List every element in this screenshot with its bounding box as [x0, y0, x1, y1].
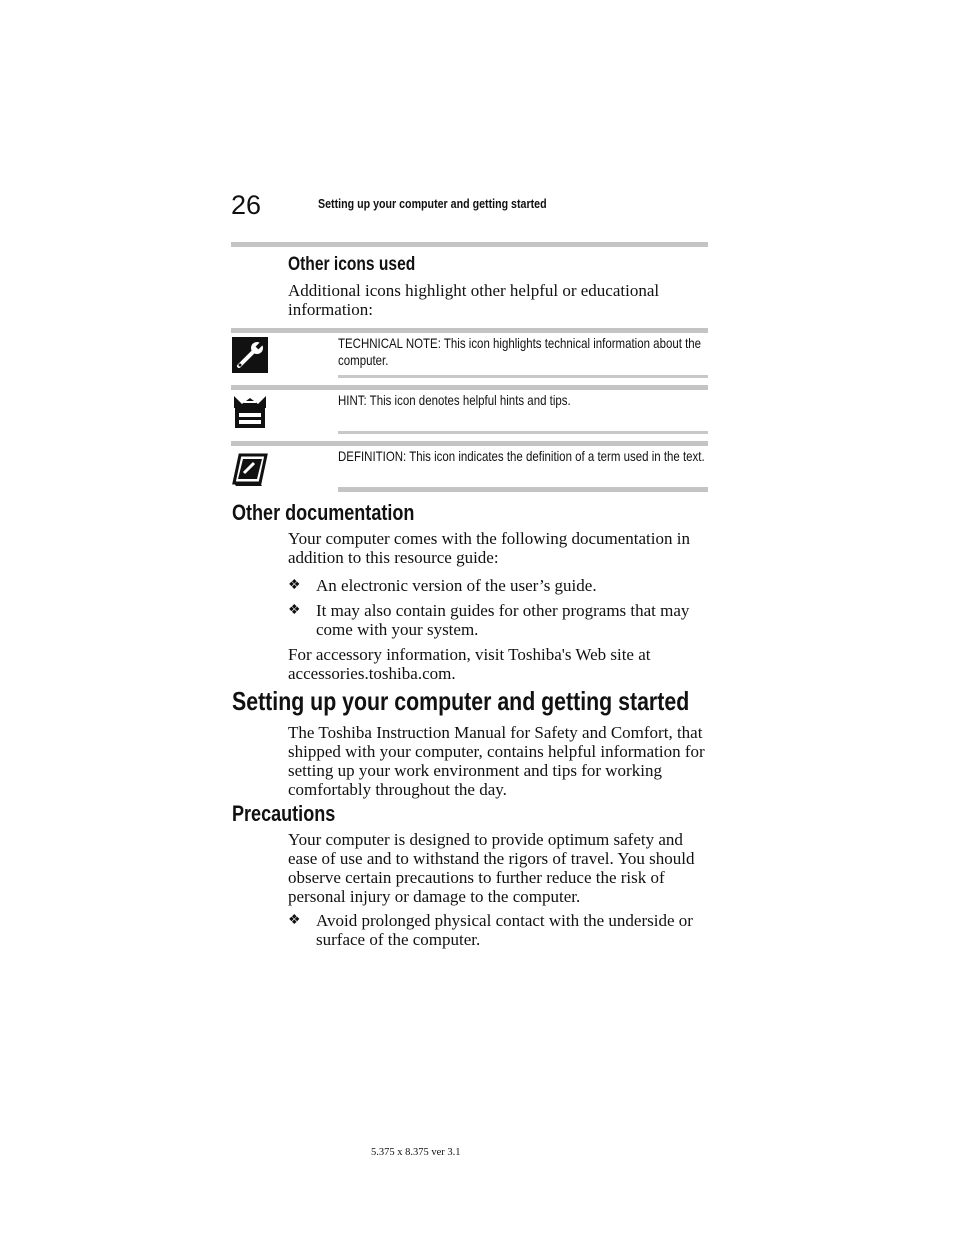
version-footer: 5.375 x 8.375 ver 3.1 — [371, 1147, 461, 1158]
bullet-glyph: ❖ — [288, 603, 301, 618]
header-rule — [231, 242, 708, 247]
setting-up-body: The Toshiba Instruction Manual for Safety and Comfort, that shipped with your computer, contains helpful information for setting up your work environment and tips for working comfortably throughout the day. — [288, 723, 705, 799]
documentation-bullet: An electronic version of the user’s guide. — [316, 576, 597, 595]
note-definition-text: DEFINITION: This icon indicates the definition of a term used in the text. — [338, 448, 705, 464]
toolbox-icon — [232, 394, 268, 430]
note-rule — [231, 441, 708, 446]
running-head: Setting up your computer and getting started — [318, 196, 547, 211]
other-documentation-intro: Your computer comes with the following documentation in addition to this resource guide: — [288, 529, 690, 567]
note-rule — [231, 328, 708, 333]
note-divider — [338, 487, 708, 492]
precautions-body: Your computer is designed to provide optimum safety and ease of use and to withstand the rigors of travel. You should observe certain precautions to further reduce the risk of personal injury or damage to the computer. — [288, 830, 695, 906]
note-divider — [338, 431, 708, 434]
precautions-bullet: Avoid prolonged physical contact with the underside or surface of the computer. — [316, 911, 693, 949]
bullet-glyph: ❖ — [288, 578, 301, 593]
section-heading-precautions: Precautions — [232, 801, 336, 826]
section-heading-other-icons: Other icons used — [288, 254, 416, 275]
section-heading-other-documentation: Other documentation — [232, 500, 415, 525]
note-technical-text: TECHNICAL NOTE: This icon highlights technical information about the computer. — [338, 335, 702, 368]
documentation-bullet: It may also contain guides for other programs that may come with your system. — [316, 601, 690, 639]
chapter-heading-setting-up: Setting up your computer and getting started — [232, 686, 690, 716]
accessory-info: For accessory information, visit Toshiba's Web site at accessories.toshiba.com. — [288, 645, 651, 683]
book-icon — [232, 451, 268, 487]
page-number: 26 — [231, 190, 262, 220]
bullet-glyph: ❖ — [288, 913, 301, 928]
wrench-icon — [232, 337, 268, 373]
note-divider — [338, 375, 708, 378]
note-hint-text: HINT: This icon denotes helpful hints and tips. — [338, 392, 571, 408]
note-rule — [231, 385, 708, 390]
other-icons-intro: Additional icons highlight other helpful or educational information: — [288, 281, 660, 319]
